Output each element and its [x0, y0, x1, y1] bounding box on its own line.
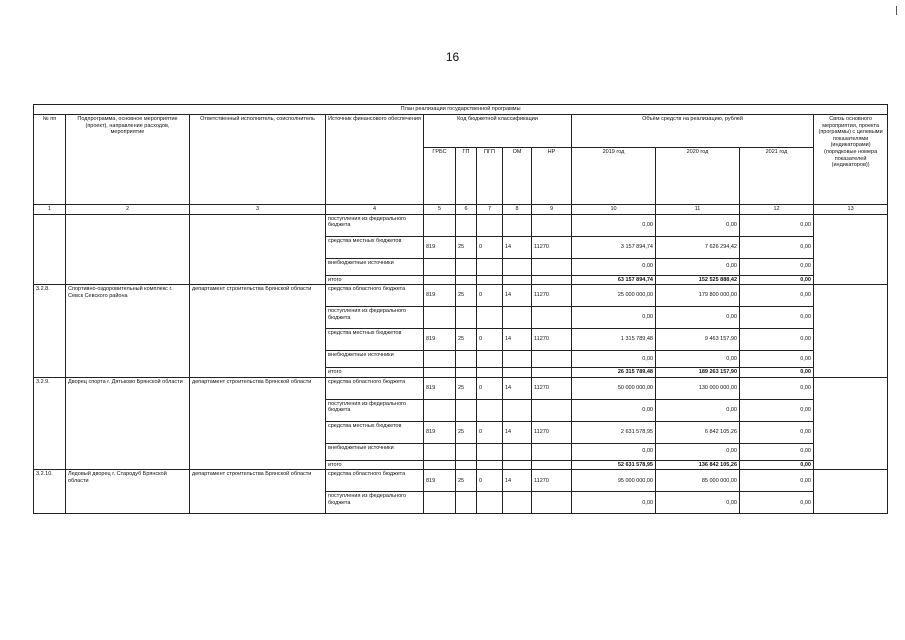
funding-source: итого: [326, 368, 424, 378]
code-gp: 25: [456, 329, 477, 351]
amount-2020: 179 800 000,00: [656, 285, 740, 307]
code-pgp: [477, 492, 503, 514]
amount-2019: 26 315 789,48: [572, 368, 656, 378]
code-pgp: 0: [477, 285, 503, 307]
amount-2021: 0,00: [740, 377, 814, 399]
funding-source: внебюджетные источники: [326, 443, 424, 460]
column-number: 8: [503, 205, 532, 215]
code-grbs: [424, 351, 456, 368]
amount-2021: 0,00: [740, 368, 814, 378]
responsible-executor: департамент строительства Брянской области: [190, 377, 326, 470]
amount-2019: 0,00: [572, 258, 656, 275]
code-om: [503, 460, 532, 470]
table-row: [34, 377, 888, 399]
code-grbs: 819: [424, 470, 456, 492]
code-nr: 11270: [532, 421, 572, 443]
code-grbs: 819: [424, 329, 456, 351]
amount-2021: 0,00: [740, 421, 814, 443]
funding-source: поступления из федерального бюджета: [326, 399, 424, 421]
amount-2019: 1 315 789,48: [572, 329, 656, 351]
code-gp: [456, 368, 477, 378]
amount-2021: 0,00: [740, 214, 814, 236]
amount-2020: 136 842 105,26: [656, 460, 740, 470]
amount-2019: 0,00: [572, 214, 656, 236]
header-row: [34, 115, 888, 148]
code-gp: [456, 258, 477, 275]
amount-2019: 25 000 000,00: [572, 285, 656, 307]
header-subprogram: Подпрограмма, основное мероприятие (проект), направление расходов, мероприятие: [66, 115, 190, 205]
amount-2021: 0,00: [740, 275, 814, 285]
item-number: 3.2.8.: [34, 285, 66, 378]
table-title-row: [34, 105, 888, 115]
column-number: 2: [66, 205, 190, 215]
amount-2019: 63 157 894,74: [572, 275, 656, 285]
amount-2021: 0,00: [740, 258, 814, 275]
code-gp: [456, 492, 477, 514]
code-om: [503, 443, 532, 460]
code-nr: [532, 214, 572, 236]
amount-2019: 0,00: [572, 492, 656, 514]
column-number: 11: [656, 205, 740, 215]
code-pgp: 0: [477, 470, 503, 492]
amount-2019: 52 631 578,95: [572, 460, 656, 470]
table-row: [34, 285, 888, 307]
code-nr: [532, 492, 572, 514]
column-number: 6: [456, 205, 477, 215]
funding-source: поступления из федерального бюджета: [326, 307, 424, 329]
header-indicator-link: Связь основного мероприятия, проекта (программы) с целевыми показателями (индикаторами) (порядковые номера показателей (индикаторов)): [814, 115, 888, 205]
indicator-link-cell: [814, 214, 888, 285]
code-gp: [456, 443, 477, 460]
column-number: 3: [190, 205, 326, 215]
code-gp: [456, 214, 477, 236]
code-om: 14: [503, 377, 532, 399]
column-number: 5: [424, 205, 456, 215]
funding-source: поступления из федерального бюджета: [326, 214, 424, 236]
code-nr: 11270: [532, 377, 572, 399]
code-nr: 11270: [532, 285, 572, 307]
amount-2021: 0,00: [740, 443, 814, 460]
table-title: План реализации государственной программы: [34, 105, 888, 115]
header-om: ОМ: [503, 148, 532, 205]
table-row: [34, 470, 888, 492]
code-nr: 11270: [532, 329, 572, 351]
code-om: [503, 399, 532, 421]
code-gp: 25: [456, 236, 477, 258]
code-grbs: [424, 214, 456, 236]
funding-source: средства местных бюджетов: [326, 421, 424, 443]
code-nr: [532, 443, 572, 460]
code-grbs: [424, 460, 456, 470]
code-grbs: [424, 368, 456, 378]
amount-2020: 85 000 000,00: [656, 470, 740, 492]
amount-2021: 0,00: [740, 492, 814, 514]
code-gp: [456, 399, 477, 421]
amount-2020: 0,00: [656, 214, 740, 236]
code-pgp: [477, 368, 503, 378]
code-grbs: 819: [424, 377, 456, 399]
code-om: [503, 368, 532, 378]
header-no: № пп: [34, 115, 66, 205]
item-number: 3.2.9.: [34, 377, 66, 470]
item-number: [34, 214, 66, 285]
funding-source: итого: [326, 275, 424, 285]
amount-2020: 0,00: [656, 399, 740, 421]
code-om: 14: [503, 285, 532, 307]
header-nr: НР: [532, 148, 572, 205]
responsible-executor: департамент строительства Брянской области: [190, 285, 326, 378]
code-pgp: [477, 399, 503, 421]
code-grbs: 819: [424, 285, 456, 307]
code-grbs: 819: [424, 236, 456, 258]
code-pgp: 0: [477, 377, 503, 399]
code-gp: 25: [456, 470, 477, 492]
indicator-link-cell: [814, 377, 888, 470]
code-gp: 25: [456, 285, 477, 307]
header-2021: 2021 год: [740, 148, 814, 205]
code-om: 14: [503, 421, 532, 443]
amount-2020: 9 463 157,90: [656, 329, 740, 351]
code-nr: [532, 258, 572, 275]
code-nr: [532, 399, 572, 421]
item-number: 3.2.10.: [34, 470, 66, 514]
code-pgp: 0: [477, 329, 503, 351]
responsible-executor: [190, 214, 326, 285]
amount-2019: 0,00: [572, 351, 656, 368]
amount-2020: 6 842 105,26: [656, 421, 740, 443]
code-pgp: [477, 275, 503, 285]
code-gp: 25: [456, 421, 477, 443]
code-om: 14: [503, 329, 532, 351]
scan-edge-mark: [896, 6, 897, 15]
column-number: 7: [477, 205, 503, 215]
code-pgp: [477, 351, 503, 368]
column-number-row: [34, 205, 888, 215]
code-grbs: 819: [424, 421, 456, 443]
code-grbs: [424, 307, 456, 329]
column-number: 10: [572, 205, 656, 215]
code-grbs: [424, 275, 456, 285]
code-om: [503, 214, 532, 236]
code-nr: [532, 275, 572, 285]
header-executor: Ответственный исполнитель, соисполнитель: [190, 115, 326, 205]
amount-2020: 7 626 294,42: [656, 236, 740, 258]
amount-2021: 0,00: [740, 285, 814, 307]
header-2020: 2020 год: [656, 148, 740, 205]
amount-2019: 50 000 000,00: [572, 377, 656, 399]
amount-2020: 0,00: [656, 307, 740, 329]
amount-2020: 0,00: [656, 351, 740, 368]
amount-2019: 2 631 578,95: [572, 421, 656, 443]
code-gp: [456, 275, 477, 285]
subprogram-name: Ледовый дворец г. Стародуб Брянской области: [66, 470, 190, 514]
amount-2019: 0,00: [572, 307, 656, 329]
amount-2020: 130 000 000,00: [656, 377, 740, 399]
column-number: 12: [740, 205, 814, 215]
code-pgp: [477, 443, 503, 460]
header-2019: 2019 год: [572, 148, 656, 205]
amount-2021: 0,00: [740, 329, 814, 351]
header-pgp: ПГП: [477, 148, 503, 205]
code-grbs: [424, 492, 456, 514]
indicator-link-cell: [814, 470, 888, 514]
header-amount: Объём средств на реализацию, рублей: [572, 115, 814, 148]
code-gp: [456, 307, 477, 329]
column-number: 13: [814, 205, 888, 215]
funding-source: средства областного бюджета: [326, 285, 424, 307]
amount-2020: 189 263 157,90: [656, 368, 740, 378]
amount-2021: 0,00: [740, 307, 814, 329]
code-nr: [532, 307, 572, 329]
amount-2021: 0,00: [740, 351, 814, 368]
funding-source: средства местных бюджетов: [326, 329, 424, 351]
funding-source: средства местных бюджетов: [326, 236, 424, 258]
funding-source: внебюджетные источники: [326, 351, 424, 368]
code-om: [503, 307, 532, 329]
code-pgp: 0: [477, 421, 503, 443]
code-gp: 25: [456, 377, 477, 399]
column-number: 1: [34, 205, 66, 215]
amount-2019: 3 157 894,74: [572, 236, 656, 258]
code-grbs: [424, 399, 456, 421]
header-grbs: ГРБС: [424, 148, 456, 205]
code-om: [503, 275, 532, 285]
code-pgp: [477, 307, 503, 329]
subprogram-name: Дворец спорта г. Дятьково Брянской области: [66, 377, 190, 470]
code-nr: [532, 368, 572, 378]
code-nr: 11270: [532, 236, 572, 258]
code-grbs: [424, 258, 456, 275]
amount-2021: 0,00: [740, 460, 814, 470]
code-grbs: [424, 443, 456, 460]
subprogram-name: [66, 214, 190, 285]
code-om: [503, 492, 532, 514]
header-budget-code: Код бюджетной классификации: [424, 115, 572, 148]
funding-source: средства областного бюджета: [326, 470, 424, 492]
amount-2019: 95 000 000,00: [572, 470, 656, 492]
amount-2021: 0,00: [740, 470, 814, 492]
code-nr: 11270: [532, 470, 572, 492]
code-gp: [456, 351, 477, 368]
indicator-link-cell: [814, 285, 888, 378]
amount-2020: 0,00: [656, 258, 740, 275]
code-pgp: [477, 460, 503, 470]
amount-2019: 0,00: [572, 399, 656, 421]
code-om: 14: [503, 470, 532, 492]
code-pgp: 0: [477, 236, 503, 258]
responsible-executor: департамент строительства Брянской области: [190, 470, 326, 514]
amount-2019: 0,00: [572, 443, 656, 460]
code-pgp: [477, 258, 503, 275]
subprogram-name: Спортивно-оздоровительный комплекс г. Севск Севского района: [66, 285, 190, 378]
funding-source: итого: [326, 460, 424, 470]
code-nr: [532, 351, 572, 368]
code-pgp: [477, 214, 503, 236]
funding-source: поступления из федерального бюджета: [326, 492, 424, 514]
code-om: [503, 351, 532, 368]
page-number: 16: [445, 50, 460, 64]
header-gp: ГП: [456, 148, 477, 205]
code-nr: [532, 460, 572, 470]
amount-2021: 0,00: [740, 236, 814, 258]
code-om: 14: [503, 236, 532, 258]
funding-source: средства областного бюджета: [326, 377, 424, 399]
amount-2021: 0,00: [740, 399, 814, 421]
column-number: 4: [326, 205, 424, 215]
program-plan-table: [33, 104, 888, 514]
header-source: Источник финансового обеспечения: [326, 115, 424, 205]
code-om: [503, 258, 532, 275]
code-gp: [456, 460, 477, 470]
column-number: 9: [532, 205, 572, 215]
amount-2020: 0,00: [656, 443, 740, 460]
table-row: [34, 214, 888, 236]
funding-source: внебюджетные источники: [326, 258, 424, 275]
amount-2020: 0,00: [656, 492, 740, 514]
amount-2020: 152 525 888,42: [656, 275, 740, 285]
